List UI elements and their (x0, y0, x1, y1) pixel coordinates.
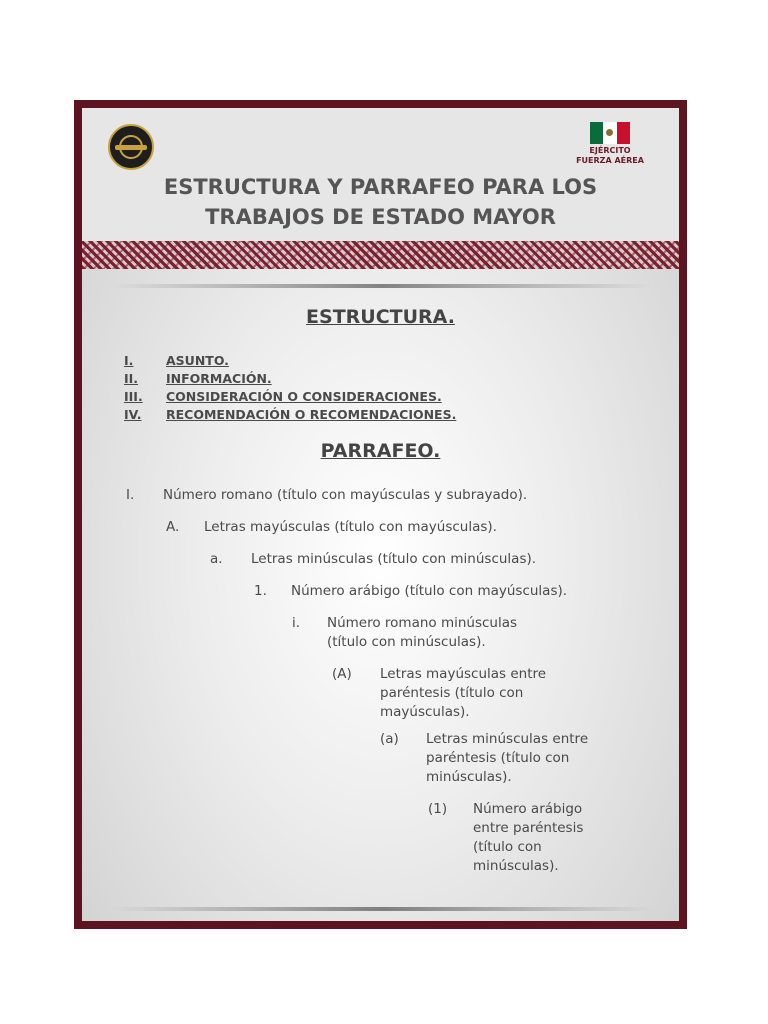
army-line-1: EJÉRCITO (589, 146, 631, 155)
military-emblem-icon (108, 124, 154, 170)
army-line-2: FUERZA AÉREA (576, 156, 644, 165)
structure-item: IV. RECOMENDACIÓN O RECOMENDACIONES. (124, 407, 457, 422)
structure-item: II. INFORMACIÓN. (124, 371, 272, 386)
document-sheet: EJÉRCITO FUERZA AÉREA ESTRUCTURA Y PARRAFEO PARA LOS TRABAJOS DE ESTADO MAYOR ESTRUCTURA. I. ASUNTO. II. INFORMACIÓN. III. CONSIDERACIÓN O CONSIDERACIONES. IV. RECOMENDACIÓN O RECOMENDACIONES. PARRAFEO. I. Número romano (título con mayúsculas y subrayado). A. Letras mayúsculas (título con mayúsculas). a. Letras minúsculas (título con minúsculas). 1. Número arábigo (título con mayúsculas). i. Número romano minúsculas (título con minúsculas). (A) Letras mayúsculas entre paréntesis (título con mayúsculas). (a) Letras minúsculas entre paréntesis (título con minúsculas). (1) Número arábigo entre paréntesis (título con minúsculas). (82, 108, 679, 921)
document-header (82, 108, 679, 243)
paragraphing-title: PARRAFEO. (320, 440, 441, 462)
army-logo-text (558, 146, 662, 166)
structure-item: III. CONSIDERACIÓN O CONSIDERACIONES. (124, 389, 442, 404)
document-frame (74, 100, 687, 929)
page-title-line-2: TRABAJOS DE ESTADO MAYOR (205, 205, 556, 229)
page-title-line-1: ESTRUCTURA Y PARRAFEO PARA LOS (163, 175, 598, 199)
decorative-pattern-band (82, 241, 679, 269)
page-title (82, 172, 679, 232)
structure-list (124, 352, 456, 424)
paragraph-level-7: (a) Letras minúsculas entre paréntesis (título con minúsculas). (380, 731, 589, 785)
emblem-wing (115, 145, 147, 150)
divider-top (112, 284, 652, 288)
paragraph-level-6: (A) Letras mayúsculas entre paréntesis (título con mayúsculas). (332, 666, 547, 720)
mexico-flag-icon (590, 122, 630, 144)
paragraph-level-5: i. Número romano minúsculas (título con minúsculas). (292, 615, 518, 650)
structure-item: I. ASUNTO. (124, 353, 229, 368)
paragraph-level-8: (1) Número arábigo entre paréntesis (título con minúsculas). (428, 801, 584, 874)
divider-bottom (112, 907, 652, 911)
structure-title: ESTRUCTURA. (306, 306, 455, 328)
